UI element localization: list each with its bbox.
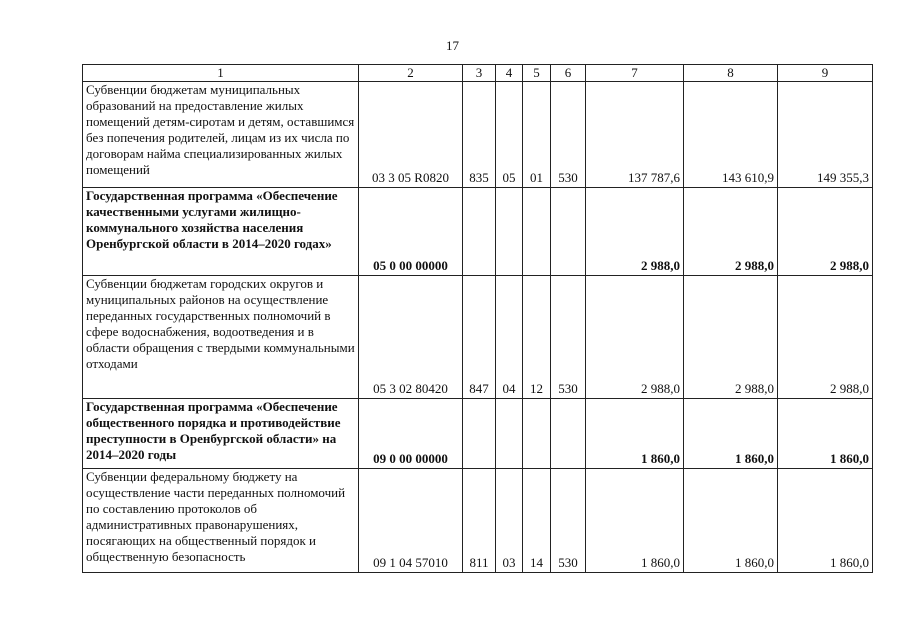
row-value-9: 2 988,0	[778, 188, 873, 276]
table-row	[83, 188, 873, 276]
row-value-8: 2 988,0	[684, 276, 778, 399]
header-cell: 9	[778, 65, 873, 82]
row-col3	[463, 188, 496, 276]
row-col6: 530	[551, 276, 586, 399]
row-col4	[496, 399, 523, 469]
row-value-7: 137 787,6	[586, 82, 684, 188]
row-col3: 835	[463, 82, 496, 188]
header-cell: 4	[496, 65, 523, 82]
row-value-7: 2 988,0	[586, 276, 684, 399]
row-name: Государственная программа «Обеспечение общественного порядка и противодействие преступности в Оренбургской области» на 2014–2020 годы	[83, 399, 359, 469]
row-col5: 14	[523, 469, 551, 573]
table-row	[83, 82, 873, 188]
row-col6: 530	[551, 82, 586, 188]
row-value-8: 2 988,0	[684, 188, 778, 276]
row-col6	[551, 188, 586, 276]
budget-table	[82, 64, 873, 573]
table-row	[83, 469, 873, 573]
row-col3: 811	[463, 469, 496, 573]
header-cell: 3	[463, 65, 496, 82]
table-row	[83, 399, 873, 469]
row-col5: 01	[523, 82, 551, 188]
header-cell: 6	[551, 65, 586, 82]
row-col4	[496, 188, 523, 276]
row-value-9: 149 355,3	[778, 82, 873, 188]
header-cell: 2	[359, 65, 463, 82]
row-col5	[523, 399, 551, 469]
row-value-9: 2 988,0	[778, 276, 873, 399]
row-col6: 530	[551, 469, 586, 573]
row-value-8: 1 860,0	[684, 469, 778, 573]
row-col4: 05	[496, 82, 523, 188]
row-col4: 03	[496, 469, 523, 573]
row-code: 03 3 05 R0820	[359, 82, 463, 188]
row-value-8: 143 610,9	[684, 82, 778, 188]
row-code: 05 0 00 00000	[359, 188, 463, 276]
header-row	[83, 65, 873, 82]
row-value-9: 1 860,0	[778, 399, 873, 469]
row-value-7: 1 860,0	[586, 399, 684, 469]
row-value-7: 2 988,0	[586, 188, 684, 276]
row-col3	[463, 399, 496, 469]
row-code: 05 3 02 80420	[359, 276, 463, 399]
row-name: Субвенции бюджетам городских округов и муниципальных районов на осуществление переданных государственных полномочий в сфере водоснабжения, водоотведения и в области обращения с твердыми коммунальными отходами	[83, 276, 359, 399]
header-cell: 1	[83, 65, 359, 82]
row-col5: 12	[523, 276, 551, 399]
row-code: 09 1 04 57010	[359, 469, 463, 573]
page-number: 17	[446, 38, 459, 53]
row-col4: 04	[496, 276, 523, 399]
row-name: Субвенции федеральному бюджету на осуществление части переданных полномочий по составлению протоколов об административных правонарушениях, посягающих на общественный порядок и общественную безопасность	[83, 469, 359, 573]
row-value-9: 1 860,0	[778, 469, 873, 573]
row-name: Государственная программа «Обеспечение качественными услугами жилищно-коммунального хозяйства населения Оренбургской области в 2014–2020 годах»	[83, 188, 359, 276]
table-row	[83, 276, 873, 399]
row-name: Субвенции бюджетам муниципальных образований на предоставление жилых помещений детям-сиротам и детям, оставшимся без попечения родителей, лицам из их числа по договорам найма специализированных жилых помещений	[83, 82, 359, 188]
row-col6	[551, 399, 586, 469]
row-col5	[523, 188, 551, 276]
row-col3: 847	[463, 276, 496, 399]
row-value-8: 1 860,0	[684, 399, 778, 469]
header-cell: 5	[523, 65, 551, 82]
row-value-7: 1 860,0	[586, 469, 684, 573]
header-cell: 7	[586, 65, 684, 82]
header-cell: 8	[684, 65, 778, 82]
row-code: 09 0 00 00000	[359, 399, 463, 469]
